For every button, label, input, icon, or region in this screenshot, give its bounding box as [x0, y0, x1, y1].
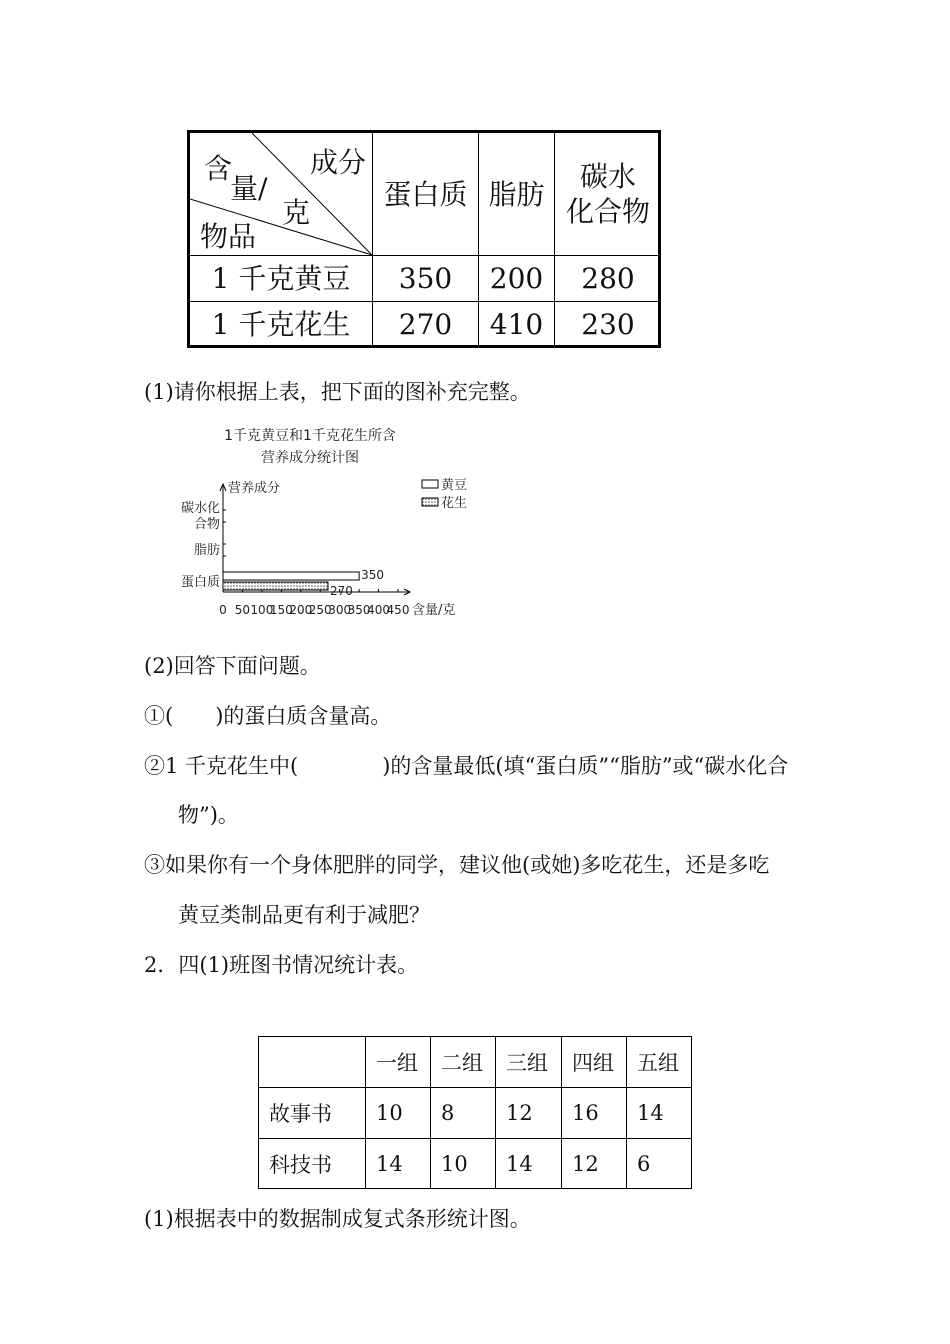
bar-value-label: 350 — [361, 568, 385, 582]
chart-title-line2: 营养成分统计图 — [261, 450, 359, 466]
x-tick-label: 450 — [386, 603, 410, 617]
bar-soybean — [223, 572, 359, 580]
table-header: 五组 — [637, 1051, 679, 1075]
table-cell: 10 — [441, 1152, 468, 1176]
row-peanut-label: 1 千克花生 — [211, 307, 351, 341]
cell: 280 — [581, 262, 635, 295]
table-cell: 12 — [572, 1152, 599, 1176]
table-cell: 16 — [572, 1101, 599, 1125]
nutrition-bar-chart — [170, 420, 500, 630]
problem-2: 2．四(1)班图书情况统计表。 — [144, 953, 419, 977]
problem-2-question-1: (1)根据表中的数据制成复式条形统计图。 — [144, 1207, 531, 1231]
table-cell: 14 — [637, 1101, 664, 1125]
table-cell: 14 — [376, 1152, 403, 1176]
table-cell: 14 — [506, 1152, 533, 1176]
table-cell: 6 — [637, 1152, 651, 1176]
x-tick-label: 0 — [219, 603, 227, 617]
question-2-3-line1: ③如果你有一个身体肥胖的同学，建议他(或她)多吃花生，还是多吃 — [144, 853, 770, 877]
x-tick-label: 200 — [289, 603, 313, 617]
corner-mid-left-a: 含 — [204, 152, 233, 185]
cell: 230 — [581, 307, 635, 341]
x-tick-label: 350 — [347, 603, 371, 617]
table-header: 四组 — [572, 1051, 614, 1075]
x-axis-label: 含量/克 — [412, 603, 456, 618]
x-tick-label: 50 — [234, 603, 251, 617]
question-2-1: ①( )的蛋白质含量高。 — [144, 704, 392, 728]
y-axis-label: 营养成分 — [228, 481, 281, 496]
corner-bottom-left: 物品 — [200, 220, 257, 253]
x-tick-label: 250 — [308, 603, 332, 617]
x-tick-label: 300 — [328, 603, 352, 617]
corner-top-right: 成分 — [310, 146, 367, 179]
cell: 200 — [489, 262, 544, 295]
nutrition-table — [187, 130, 661, 348]
cell: 410 — [489, 307, 544, 341]
header-protein: 蛋白质 — [383, 177, 468, 211]
table-header: 三组 — [506, 1051, 548, 1075]
table-header: 一组 — [376, 1051, 418, 1075]
corner-mid-right: 克 — [282, 196, 311, 229]
table-cell: 8 — [441, 1101, 455, 1125]
question-2-2-line2: 物”)。 — [178, 803, 239, 827]
x-tick-label: 100 — [250, 603, 274, 617]
table-header: 二组 — [441, 1051, 483, 1075]
header-carbs: 碳水 化合物 — [565, 160, 650, 228]
bar-value-label: 270 — [330, 584, 353, 598]
table-cell: 10 — [376, 1101, 403, 1125]
question-1: (1)请你根据上表，把下面的图补充完整。 — [144, 380, 531, 404]
question-2: (2)回答下面问题。 — [144, 654, 321, 678]
row-soybean-label: 1 千克黄豆 — [211, 262, 351, 295]
legend-swatch-soybean — [422, 480, 438, 488]
question-2-2-line1: ②1 千克花生中( )的含量最低(填“蛋白质”“脂肪”或“碳水化合 — [144, 754, 789, 778]
x-tick-label: 150 — [269, 603, 293, 617]
corner-mid-left-b: 量/ — [230, 172, 268, 205]
legend-label: 黄豆 — [441, 478, 468, 493]
legend-label: 花生 — [441, 496, 468, 511]
legend-swatch-peanut — [422, 498, 438, 506]
category-label: 碳水化 — [180, 501, 220, 516]
table-cell: 12 — [506, 1101, 533, 1125]
row-label: 故事书 — [269, 1102, 332, 1126]
table-header — [259, 1037, 365, 1087]
cell: 350 — [398, 262, 453, 295]
category-label: 合物 — [193, 517, 220, 532]
question-2-3-line2: 黄豆类制品更有利于减肥？ — [178, 903, 430, 927]
chart-title-line1: 1千克黄豆和1千克花生所含 — [224, 428, 396, 444]
book-table — [258, 1036, 692, 1189]
x-tick-label: 400 — [367, 603, 391, 617]
row-label: 科技书 — [269, 1153, 332, 1177]
category-label: 蛋白质 — [180, 575, 220, 590]
cell: 270 — [398, 307, 453, 341]
category-label: 脂肪 — [193, 543, 220, 558]
bar-peanut — [223, 582, 328, 590]
header-fat: 脂肪 — [488, 177, 545, 211]
